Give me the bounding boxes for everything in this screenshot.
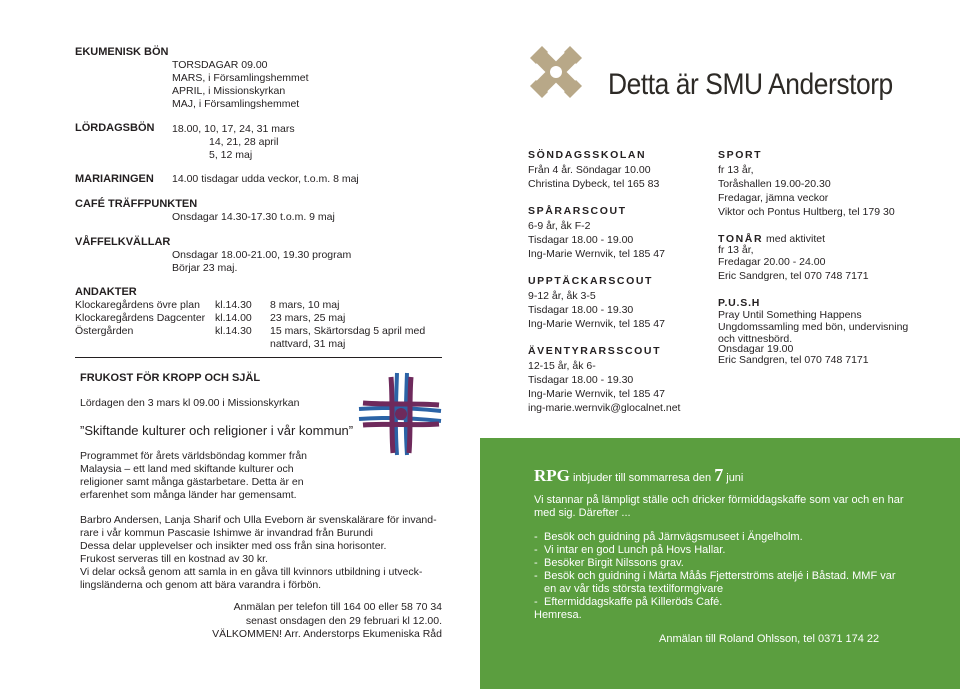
page-title: Detta är SMU Anderstorp xyxy=(608,68,893,101)
mariaringen-text: 14.00 tisdagar udda veckor, t.o.m. 8 maj xyxy=(172,173,359,185)
tonar-heading: TONÅR xyxy=(718,233,764,245)
sparar-line: 6-9 år, åk F-2 xyxy=(528,220,591,232)
rpg-item: Vi intar en god Lunch på Hovs Hallar. xyxy=(544,544,726,556)
beige-cross-icon xyxy=(528,44,584,100)
rpg-brand: RPG xyxy=(534,466,570,485)
sport-heading: SPORT xyxy=(718,149,763,161)
tonar-line: fr 13 år, xyxy=(718,244,754,256)
andakt-dates: 8 mars, 10 maj xyxy=(270,299,340,311)
upptack-heading: UPPTÄCKARSCOUT xyxy=(528,275,654,287)
rpg-item: Eftermiddagskaffe på Killeröds Café. xyxy=(544,596,723,608)
andakt-continuation: nattvard, 31 maj xyxy=(270,338,346,350)
sport-line: Viktor och Pontus Hultberg, tel 179 30 xyxy=(718,206,895,218)
para2-line: Frukost serveras till en kostnad av 30 kr. xyxy=(80,553,268,565)
lordagsbon-line: 14, 21, 28 april xyxy=(209,136,279,148)
aventyr-line: 12-15 år, åk 6- xyxy=(528,360,596,372)
push-line: Onsdagar 19.00 xyxy=(718,343,794,355)
sport-line: fr 13 år, xyxy=(718,164,754,176)
sparar-line: Ing-Marie Wernvik, tel 185 47 xyxy=(528,248,665,260)
para2-line: Barbro Andersen, Lanja Sharif och Ulla Eveborn är svenskalärare för invand- xyxy=(80,514,437,526)
andakt-place: Klockaregårdens övre plan xyxy=(75,299,200,311)
aventyr-email[interactable]: ing-marie.wernvik@glocalnet.net xyxy=(528,402,681,414)
upptack-line: Tisdagar 18.00 - 19.30 xyxy=(528,304,634,316)
rpg-invite xyxy=(534,465,743,486)
ekumenisk-line: MAJ, i Församlingshemmet xyxy=(172,98,300,110)
lordagsbon-line: 5, 12 maj xyxy=(209,149,253,161)
push-line: Pray Until Something Happens xyxy=(718,309,862,321)
aventyr-line: Tisdagar 18.00 - 19.30 xyxy=(528,374,634,386)
sondagsskolan-line: Från 4 år. Söndagar 10.00 xyxy=(528,164,651,176)
rpg-end: Hemresa. xyxy=(534,609,582,621)
andakter-label: ANDAKTER xyxy=(75,286,137,298)
ekumenisk-line: TORSDAGAR 09.00 xyxy=(172,59,268,71)
rpg-bullet: - xyxy=(534,531,538,543)
para2-line: Vi delar också genom att samla in en gåva till kvinnors utbildning i utveck- xyxy=(80,566,423,578)
para2-line: rare i vår kommun Pascasie Ishimwe är invandrad från Burundi xyxy=(80,527,373,539)
purple-blue-cross-icon xyxy=(357,371,443,457)
signup-block xyxy=(180,601,442,642)
para1-line: religioner samt många gästarbetare. Detta är en xyxy=(80,476,304,488)
ekumenisk-bon-label: EKUMENISK BÖN xyxy=(75,46,169,58)
rpg-item: Besök och guidning på Järnvägsmuseet i Ängelholm. xyxy=(544,531,803,543)
andakt-place: Östergården xyxy=(75,325,134,337)
tonar-heading-suffix: med aktivitet xyxy=(763,233,825,245)
upptack-line: 9-12 år, åk 3-5 xyxy=(528,290,596,302)
para1-line: Programmet för årets världsböndag kommer från xyxy=(80,450,308,462)
andakt-place: Klockaregårdens Dagcenter xyxy=(75,312,206,324)
signup-line: senast onsdagen den 29 februari kl 12.00. xyxy=(245,614,442,627)
andakt-dates: 23 mars, 25 maj xyxy=(270,312,346,324)
rpg-signup: Anmälan till Roland Ohlsson, tel 0371 174 22 xyxy=(659,633,880,645)
andakt-time: kl.14.30 xyxy=(215,325,252,337)
vaffel-line: Onsdagar 18.00-21.00, 19.30 program xyxy=(172,249,352,261)
aventyr-heading: ÄVENTYRARSSCOUT xyxy=(528,345,662,357)
ekumenisk-line: APRIL, i Missionskyrkan xyxy=(172,85,286,97)
sport-line: Toråshallen 19.00-20.30 xyxy=(718,178,831,190)
rpg-panel xyxy=(480,438,960,689)
push-heading: P.U.S.H xyxy=(718,297,761,309)
frukost-title: FRUKOST FÖR KROPP OCH SJÄL xyxy=(80,372,261,384)
rpg-bullet: - xyxy=(534,596,538,608)
mariaringen-label: MARIARINGEN xyxy=(75,173,154,185)
frukost-quote: ”Skiftande kulturer och religioner i vår kommun” xyxy=(80,423,354,438)
frukost-when: Lördagen den 3 mars kl 09.00 i Missionskyrkan xyxy=(80,397,300,409)
rpg-invite-post: juni xyxy=(723,472,744,484)
push-line: Eric Sandgren, tel 070 748 7171 xyxy=(718,354,869,366)
sondagsskolan-heading: SÖNDAGSSKOLAN xyxy=(528,149,647,161)
upptack-line: Ing-Marie Wernvik, tel 185 47 xyxy=(528,318,665,330)
rpg-intro-line: med sig. Därefter ... xyxy=(534,507,631,519)
rpg-item-cont: en av vår tids största textilformgivare xyxy=(544,583,724,595)
signup-line: Anmälan per telefon till 164 00 eller 58 70 34 xyxy=(233,601,442,613)
para2-line: Dessa delar upplevelser och insikter med oss från sina horisonter. xyxy=(80,540,387,552)
rpg-item: Besöker Birgit Nilssons grav. xyxy=(544,557,684,569)
sondagsskolan-line: Christina Dybeck, tel 165 83 xyxy=(528,178,660,190)
tonar-line: Fredagar 20.00 - 24.00 xyxy=(718,256,826,268)
vaffel-line: Börjar 23 maj. xyxy=(172,262,238,274)
lordagsbon-line: 18.00, 10, 17, 24, 31 mars xyxy=(172,123,295,135)
signup-line: VÄLKOMMEN! Arr. Anderstorps Ekumeniska Råd xyxy=(212,628,442,640)
sparar-line: Tisdagar 18.00 - 19.00 xyxy=(528,234,634,246)
vaffel-label: VÅFFELKVÄLLAR xyxy=(75,236,171,248)
rpg-item: Besök och guidning i Märta Måås Fjetterströms ateljé i Båstad. MMF var xyxy=(544,570,896,582)
cafe-label: CAFÉ TRÄFFPUNKTEN xyxy=(75,198,198,210)
rpg-bullet: - xyxy=(534,557,538,569)
rpg-day: 7 xyxy=(714,465,724,485)
tonar-line: Eric Sandgren, tel 070 748 7171 xyxy=(718,270,869,282)
aventyr-line: Ing-Marie Wernvik, tel 185 47 xyxy=(528,388,665,400)
ekumenisk-line: MARS, i Församlingshemmet xyxy=(172,72,309,84)
rpg-intro-line: Vi stannar på lämpligt ställe och dricker förmiddagskaffe som var och en har xyxy=(534,494,904,506)
andakt-dates: 15 mars, Skärtorsdag 5 april med xyxy=(270,325,426,337)
push-line: och vittnesbörd. xyxy=(718,333,793,345)
andakt-time: kl.14.30 xyxy=(215,299,252,311)
rpg-invite-pre: inbjuder till sommarresa den xyxy=(569,472,715,484)
para2-line: lingsländerna och genom att bära varandra i förbön. xyxy=(80,579,322,591)
rpg-bullet: - xyxy=(534,544,538,556)
andakt-time: kl.14.00 xyxy=(215,312,252,324)
rpg-bullet: - xyxy=(534,570,538,582)
lordagsbon-label: LÖRDAGSBÖN xyxy=(75,122,155,134)
sport-line: Fredagar, jämna veckor xyxy=(718,192,829,204)
para1-line: Malaysia – ett land med skiftande kulturer och xyxy=(80,463,294,475)
sparar-heading: SPÅRARSCOUT xyxy=(528,205,627,217)
para1-line: erfarenhet som många länder har gemensamt. xyxy=(80,489,297,501)
cafe-text: Onsdagar 14.30-17.30 t.o.m. 9 maj xyxy=(172,211,335,223)
push-line: Ungdomssamling med bön, undervisning xyxy=(718,321,909,333)
divider xyxy=(75,357,442,358)
